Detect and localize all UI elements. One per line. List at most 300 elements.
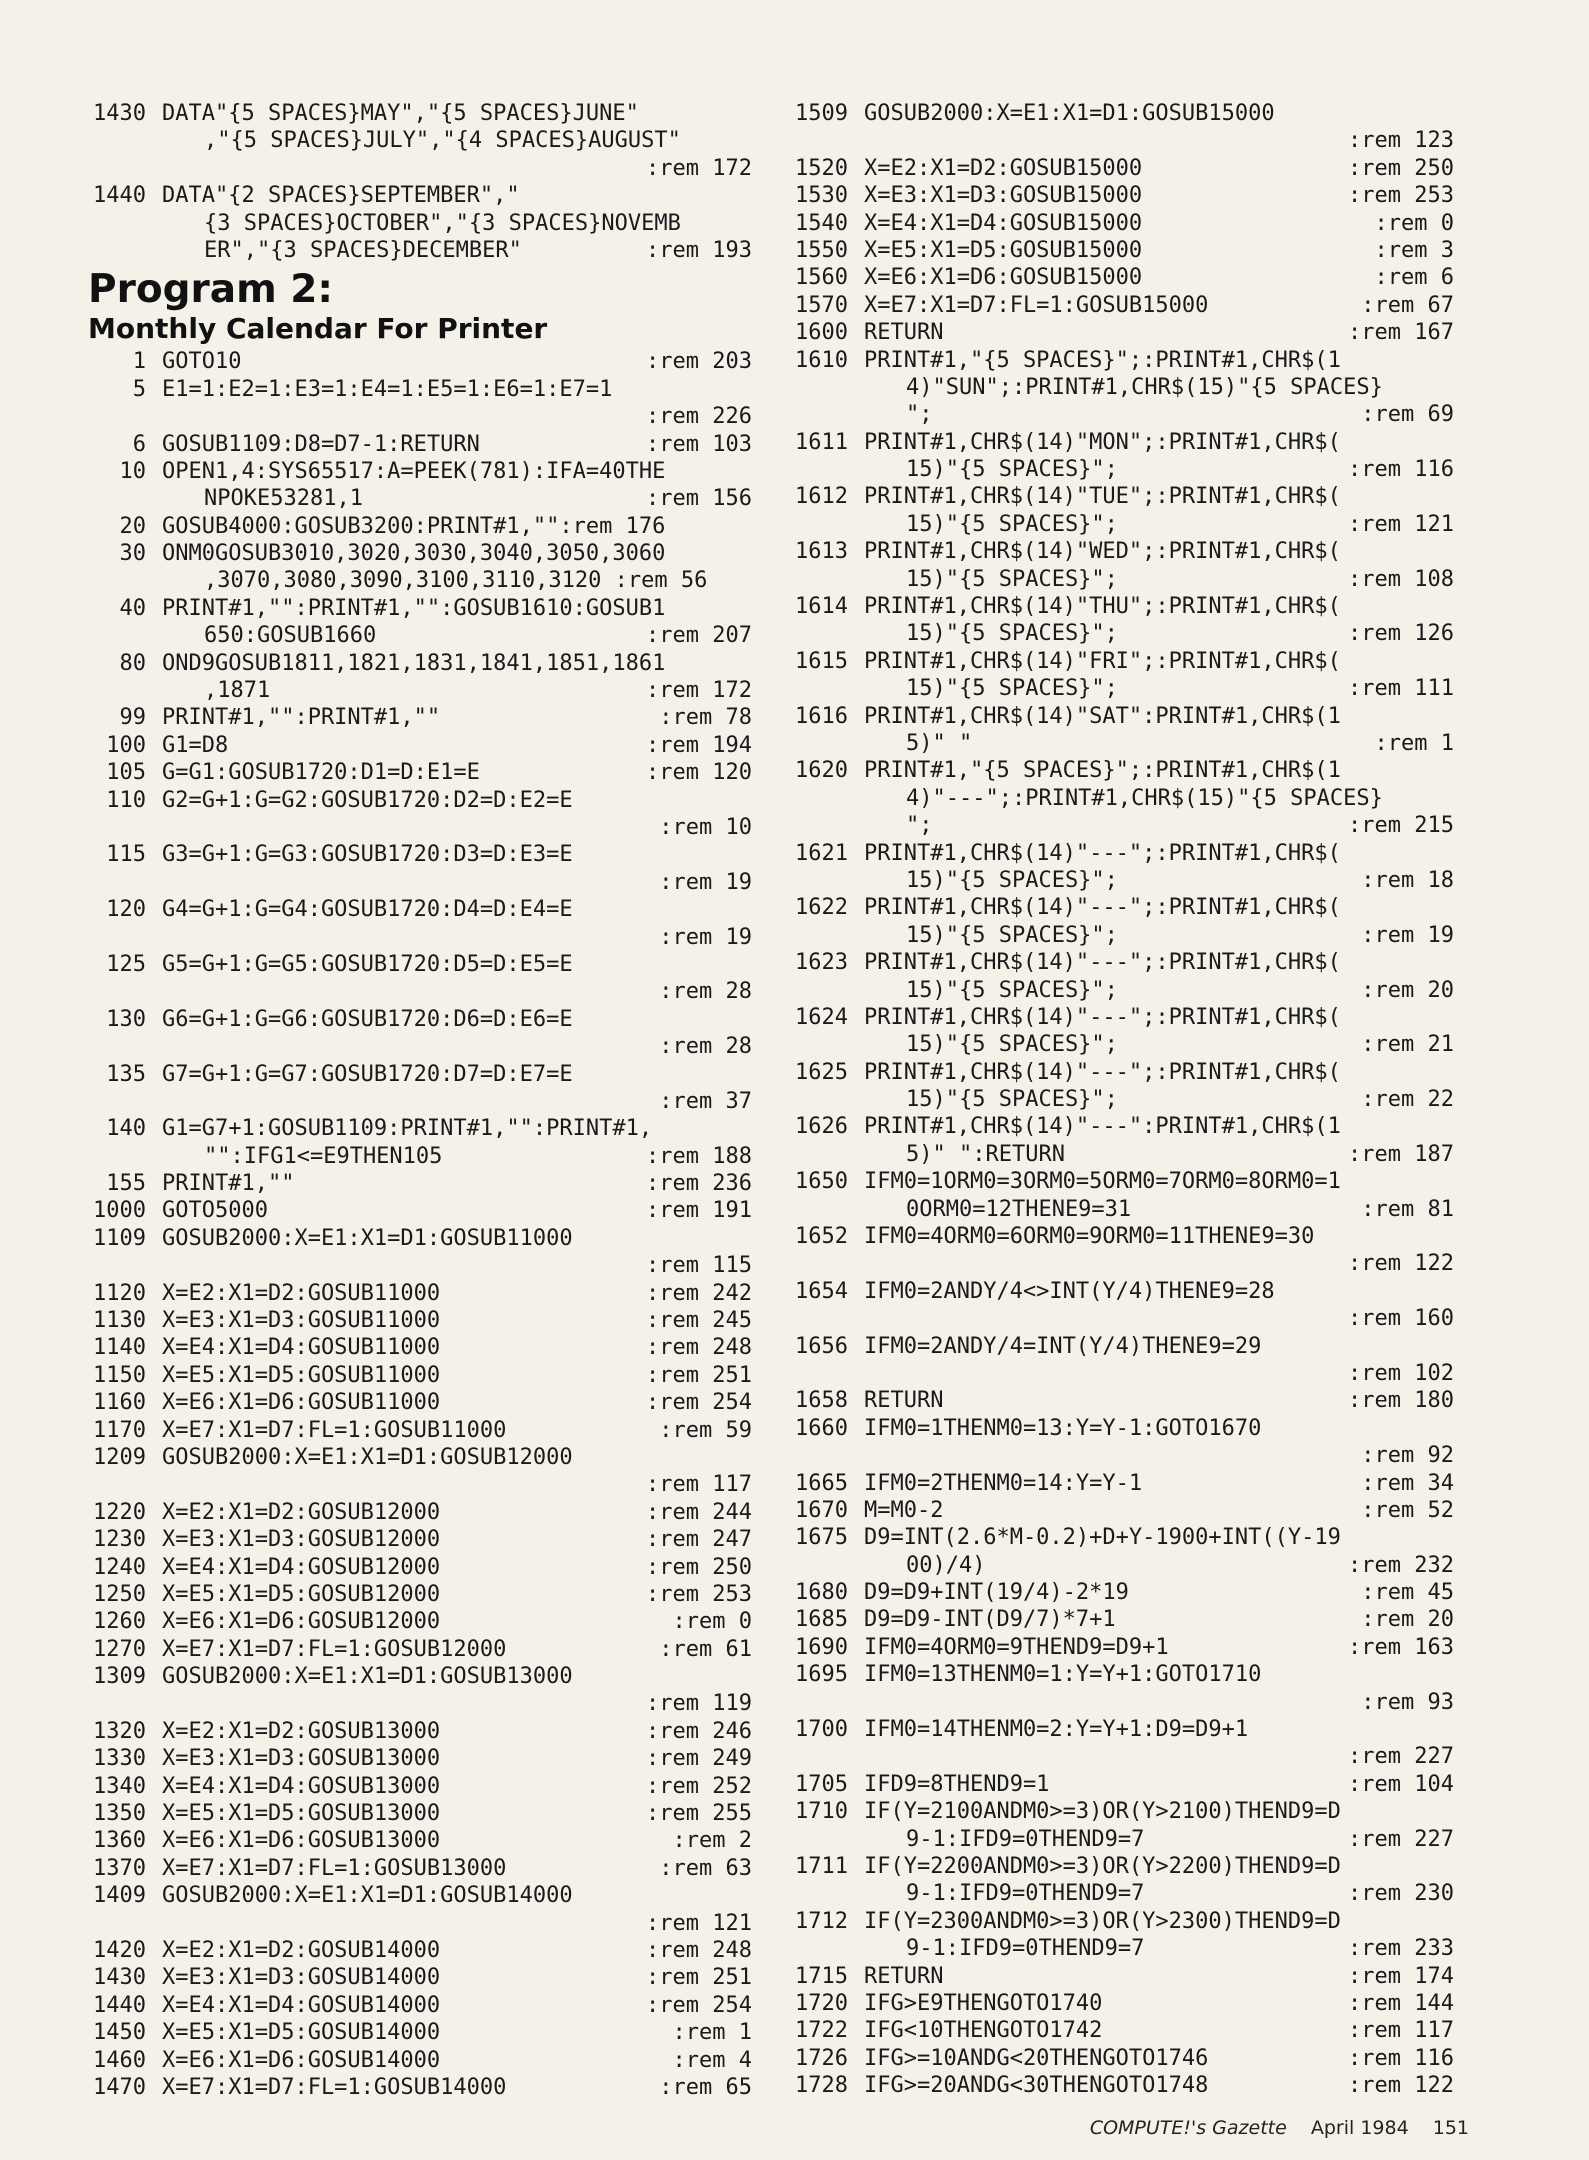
code-text: 9-1:IFD9=0THEND9=7 (906, 1936, 1145, 1962)
program-subtitle: Monthly Calendar For Printer (88, 312, 548, 346)
rem-checksum: :rem 232 (1348, 1552, 1454, 1578)
code-line (784, 100, 1454, 127)
code-text: IFM0=4ORM0=6ORM0=9ORM0=11THENE9=30 (864, 1224, 1315, 1250)
code-text: IFM0=2ANDY/4<>INT(Y/4)THENE9=28 (864, 1278, 1275, 1304)
code-text: X=E3:X1=D3:GOSUB15000 (864, 183, 1143, 209)
code-text: X=E4:X1=D4:GOSUB15000 (864, 210, 1143, 236)
rem-checksum: :rem 242 (646, 1280, 752, 1306)
code-text: ,3070,3080,3090,3100,3110,3120 :rem 56 (204, 568, 708, 594)
rem-checksum: :rem 122 (1348, 2073, 1454, 2099)
rem-checksum: :rem 22 (1361, 1087, 1454, 1113)
code-line (82, 732, 752, 759)
code-line (784, 593, 1454, 620)
line-number: 1621 (795, 840, 848, 866)
code-line (784, 538, 1454, 565)
code-line (784, 867, 1454, 894)
rem-checksum: :rem 215 (1348, 813, 1454, 839)
code-text: GOSUB2000:X=E1:X1=D1:GOSUB13000 (162, 1664, 573, 1690)
rem-checksum: :rem 21 (1361, 1032, 1454, 1058)
code-text: PRINT#1,CHR$(14)"---";:PRINT#1,CHR$( (864, 840, 1341, 866)
line-number: 1695 (795, 1662, 848, 1688)
code-text: IFM0=1THENM0=13:Y=Y-1:GOTO1670 (864, 1415, 1262, 1441)
rem-checksum: :rem 28 (659, 979, 752, 1005)
code-text: ,"{5 SPACES}JULY","{4 SPACES}AUGUST" (204, 128, 681, 154)
code-text: 9-1:IFD9=0THEND9=7 (906, 1826, 1145, 1852)
code-line (82, 1115, 752, 1142)
line-number: 140 (106, 1116, 146, 1142)
code-line (784, 292, 1454, 319)
code-line (82, 595, 752, 622)
code-line (82, 1471, 752, 1498)
code-text: G5=G+1:G=G5:GOSUB1720:D5=D:E5=E (162, 951, 573, 977)
rem-checksum: :rem 255 (646, 1801, 752, 1827)
code-text: RETURN (864, 1963, 944, 1989)
code-text: GOSUB2000:X=E1:X1=D1:GOSUB12000 (162, 1444, 573, 1470)
code-line (784, 1661, 1454, 1688)
code-line (82, 1252, 752, 1279)
code-text: X=E3:X1=D3:GOSUB14000 (162, 1965, 441, 1991)
line-number: 1726 (795, 2045, 848, 2071)
line-number: 1658 (795, 1388, 848, 1414)
code-text: NPOKE53281,1 (204, 486, 363, 512)
code-line (82, 155, 752, 182)
code-text: E1=1:E2=1:E3=1:E4=1:E5=1:E6=1:E7=1 (162, 376, 613, 402)
code-line (82, 1526, 752, 1553)
line-number: 1665 (795, 1470, 848, 1496)
line-number: 1170 (93, 1417, 146, 1443)
line-number: 1722 (795, 2018, 848, 2044)
line-number: 1360 (93, 1828, 146, 1854)
line-number: 1150 (93, 1362, 146, 1388)
rem-checksum: :rem 102 (1348, 1360, 1454, 1386)
code-line (784, 785, 1454, 812)
code-text: IFG>E9THENGOTO1740 (864, 1990, 1103, 2016)
rem-checksum: :rem 248 (646, 1938, 752, 1963)
code-line (784, 1579, 1454, 1606)
code-line (784, 1086, 1454, 1113)
code-text: X=E3:X1=D3:GOSUB12000 (162, 1527, 441, 1553)
code-line (82, 841, 752, 868)
code-line (784, 1004, 1454, 1031)
line-number: 1220 (93, 1499, 146, 1525)
line-number: 1560 (795, 265, 848, 291)
rem-checksum: :rem 227 (1348, 1826, 1454, 1852)
rem-checksum: :rem 121 (1348, 511, 1454, 537)
code-line (82, 2047, 752, 2074)
line-number: 1240 (93, 1554, 146, 1580)
rem-checksum: :rem 2 (672, 1828, 752, 1854)
code-text: 9-1:IFD9=0THEND9=7 (906, 1881, 1145, 1907)
rem-checksum: :rem 65 (659, 2074, 752, 2100)
code-text: IFM0=2THENM0=14:Y=Y-1 (864, 1470, 1143, 1496)
code-line (784, 894, 1454, 921)
rem-checksum: :rem 247 (646, 1527, 752, 1553)
code-line (82, 1143, 752, 1170)
code-line (82, 704, 752, 731)
code-text: IFM0=14THENM0=2:Y=Y+1:D9=D9+1 (864, 1717, 1249, 1743)
code-text: RETURN (864, 320, 944, 346)
code-line (82, 1225, 752, 1252)
rem-checksum: :rem 236 (646, 1171, 752, 1197)
code-line (784, 1470, 1454, 1497)
code-line (784, 1168, 1454, 1195)
rem-checksum: :rem 115 (646, 1253, 752, 1279)
code-line (784, 1524, 1454, 1551)
line-number: 100 (106, 732, 146, 758)
rem-checksum: :rem 252 (646, 1773, 752, 1799)
code-line (784, 1935, 1454, 1962)
line-number: 1120 (93, 1280, 146, 1306)
code-line (82, 1307, 752, 1334)
right-column (784, 100, 1454, 2100)
code-text: X=E7:X1=D7:FL=1:GOSUB12000 (162, 1636, 507, 1662)
line-number: 1309 (93, 1664, 146, 1690)
code-line (82, 1197, 752, 1224)
rem-checksum: :rem 227 (1348, 1744, 1454, 1770)
code-line (784, 1963, 1454, 1990)
code-line (82, 1417, 752, 1444)
rem-checksum: :rem 20 (1361, 977, 1454, 1003)
rem-checksum: :rem 251 (646, 1362, 752, 1388)
code-text: IFG<10THENGOTO1742 (864, 2018, 1103, 2044)
rem-checksum: :rem 172 (646, 155, 752, 181)
code-line (784, 1880, 1454, 1907)
line-number: 1622 (795, 895, 848, 921)
line-number: 1660 (795, 1415, 848, 1441)
code-text: PRINT#1,CHR$(14)"---";:PRINT#1,CHR$( (864, 1059, 1341, 1085)
code-text: 15)"{5 SPACES}"; (906, 922, 1118, 948)
code-line (784, 1278, 1454, 1305)
code-text: G6=G+1:G=G6:GOSUB1720:D6=D:E6=E (162, 1006, 573, 1032)
code-text: X=E2:X1=D2:GOSUB12000 (162, 1499, 441, 1525)
code-text: G7=G+1:G=G7:GOSUB1720:D7=D:E7=E (162, 1061, 573, 1087)
rem-checksum: :rem 254 (646, 1992, 752, 2018)
code-line (784, 648, 1454, 675)
rem-checksum: :rem 4 (672, 2047, 752, 2073)
rem-checksum: :rem 156 (646, 486, 752, 512)
code-text: G1=D8 (162, 732, 229, 758)
code-line (784, 1141, 1454, 1168)
line-number: 1460 (93, 2047, 146, 2073)
code-line (82, 1608, 752, 1635)
code-line (784, 2017, 1454, 2044)
line-number: 1620 (795, 758, 848, 784)
listing-program-2-part-2 (784, 100, 1454, 2100)
line-number: 1711 (795, 1854, 848, 1879)
listing-continued-program-1 (82, 100, 752, 264)
code-text: X=E7:X1=D7:FL=1:GOSUB11000 (162, 1417, 507, 1443)
rem-checksum: :rem 59 (659, 1417, 752, 1443)
code-text: IF(Y=2100ANDM0>=3)OR(Y>2100)THEND9=D (864, 1799, 1341, 1825)
line-number: 1350 (93, 1801, 146, 1827)
code-text: PRINT#1,CHR$(14)"---":PRINT#1,CHR$(1 (864, 1114, 1341, 1140)
code-text: X=E5:X1=D5:GOSUB13000 (162, 1801, 441, 1827)
rem-checksum: :rem 104 (1348, 1771, 1454, 1797)
code-line (82, 869, 752, 896)
code-text: X=E4:X1=D4:GOSUB11000 (162, 1335, 441, 1361)
rem-checksum: :rem 93 (1361, 1689, 1454, 1715)
code-line (82, 182, 752, 209)
code-text: IFM0=1ORM0=3ORM0=5ORM0=7ORM0=8ORM0=1 (864, 1169, 1341, 1195)
code-line (784, 1059, 1454, 1086)
rem-checksum: :rem 174 (1348, 1963, 1454, 1989)
line-number: 1209 (93, 1444, 146, 1470)
code-text: "; (906, 813, 933, 839)
code-text: X=E3:X1=D3:GOSUB11000 (162, 1308, 441, 1334)
line-number: 105 (106, 760, 146, 786)
code-line (82, 1389, 752, 1416)
code-text: X=E3:X1=D3:GOSUB13000 (162, 1746, 441, 1772)
rem-checksum: :rem 108 (1348, 566, 1454, 592)
line-number: 130 (106, 1006, 146, 1032)
code-text: OND9GOSUB1811,1821,1831,1841,1851,1861 (162, 650, 666, 676)
rem-checksum: :rem 121 (646, 1910, 752, 1936)
code-line (82, 951, 752, 978)
code-line (82, 1773, 752, 1800)
code-text: X=E7:X1=D7:FL=1:GOSUB14000 (162, 2074, 507, 2100)
code-line (784, 347, 1454, 374)
code-text: X=E7:X1=D7:FL=1:GOSUB13000 (162, 1855, 507, 1881)
code-line (784, 1387, 1454, 1414)
code-line (784, 1716, 1454, 1743)
code-text: OPEN1,4:SYS65517:A=PEEK(781):IFA=40THE (162, 458, 666, 484)
code-line (82, 1444, 752, 1471)
code-text: 15)"{5 SPACES}"; (906, 977, 1118, 1003)
code-line (82, 787, 752, 814)
code-text: GOSUB4000:GOSUB3200:PRINT#1,"":rem 176 (162, 513, 666, 539)
code-line (784, 210, 1454, 237)
rem-checksum: :rem 253 (1348, 183, 1454, 209)
code-text: 00)/4) (906, 1552, 986, 1578)
code-text: G=G1:GOSUB1720:D1=D:E1=E (162, 760, 480, 786)
code-text: ONM0GOSUB3010,3020,3030,3040,3050,3060 (162, 541, 666, 567)
code-text: PRINT#1,"{5 SPACES}";:PRINT#1,CHR$(1 (864, 758, 1341, 784)
line-number: 1680 (795, 1580, 848, 1606)
code-line (784, 1031, 1454, 1058)
line-number: 1675 (795, 1525, 848, 1551)
code-text: 4)"SUN";:PRINT#1,CHR$(15)"{5 SPACES} (906, 374, 1383, 400)
line-number: 1652 (795, 1224, 848, 1250)
line-number: 1140 (93, 1335, 146, 1361)
code-line (784, 812, 1454, 839)
rem-checksum: :rem 194 (646, 732, 752, 758)
line-number: 1550 (795, 237, 848, 263)
code-text: IF(Y=2200ANDM0>=3)OR(Y>2200)THEND9=D (864, 1854, 1341, 1879)
rem-checksum: :rem 251 (646, 1965, 752, 1991)
rem-checksum: :rem 116 (1348, 2045, 1454, 2071)
line-number: 6 (132, 431, 146, 457)
code-text: D9=D9-INT(D9/7)*7+1 (864, 1607, 1116, 1633)
code-text: ER","{3 SPACES}DECEMBER" (204, 237, 522, 263)
code-line (784, 429, 1454, 456)
rem-checksum: :rem 18 (1361, 867, 1454, 893)
code-text: ,1871 (204, 678, 271, 704)
line-number: 120 (106, 897, 146, 923)
line-number: 1440 (93, 1992, 146, 2018)
line-number: 1270 (93, 1636, 146, 1662)
rem-checksum: :rem 180 (1348, 1388, 1454, 1414)
code-text: 650:GOSUB1660 (204, 623, 377, 649)
code-line (784, 1305, 1454, 1332)
code-line (784, 1415, 1454, 1442)
line-number: 99 (119, 705, 146, 731)
line-number: 1613 (795, 539, 848, 565)
code-line (784, 401, 1454, 428)
rem-checksum: :rem 0 (672, 1609, 752, 1635)
code-line (82, 1937, 752, 1964)
line-number: 1616 (795, 703, 848, 729)
code-line (784, 1853, 1454, 1880)
code-text: "":IFG1<=E9THEN105 (204, 1143, 443, 1169)
code-text: 0ORM0=12THENE9=31 (906, 1196, 1132, 1222)
code-text: X=E6:X1=D6:GOSUB12000 (162, 1609, 441, 1635)
rem-checksum: :rem 188 (646, 1143, 752, 1169)
rem-checksum: :rem 230 (1348, 1881, 1454, 1907)
rem-checksum: :rem 6 (1374, 265, 1454, 291)
line-number: 1109 (93, 1225, 146, 1251)
rem-checksum: :rem 81 (1361, 1196, 1454, 1222)
rem-checksum: :rem 207 (646, 623, 752, 649)
code-line (82, 1006, 752, 1033)
code-line (82, 2019, 752, 2046)
code-text: IFM0=2ANDY/4=INT(Y/4)THENE9=29 (864, 1333, 1262, 1359)
rem-checksum: :rem 34 (1361, 1470, 1454, 1496)
code-line (784, 1908, 1454, 1935)
code-line (784, 1743, 1454, 1770)
code-line (784, 730, 1454, 757)
code-line (784, 319, 1454, 346)
code-line (82, 540, 752, 567)
rem-checksum: :rem 160 (1348, 1306, 1454, 1332)
line-number: 1450 (93, 2020, 146, 2046)
line-number: 1520 (795, 155, 848, 181)
code-line (82, 677, 752, 704)
line-number: 1130 (93, 1308, 146, 1334)
rem-checksum: :rem 28 (659, 1034, 752, 1060)
line-number: 1230 (93, 1527, 146, 1553)
code-line (82, 1745, 752, 1772)
code-text: 5)" ":RETURN (906, 1141, 1065, 1167)
line-number: 1670 (795, 1497, 848, 1523)
code-text: X=E5:X1=D5:GOSUB11000 (162, 1362, 441, 1388)
rem-checksum: :rem 126 (1348, 621, 1454, 647)
code-text: PRINT#1,"":PRINT#1,"":GOSUB1610:GOSUB1 (162, 595, 666, 621)
code-line (82, 1581, 752, 1608)
code-text: 15)"{5 SPACES}"; (906, 676, 1118, 702)
code-line (784, 840, 1454, 867)
rem-checksum: :rem 254 (646, 1390, 752, 1416)
code-text: X=E6:X1=D6:GOSUB13000 (162, 1828, 441, 1854)
rem-checksum: :rem 67 (1361, 292, 1454, 318)
code-text: D9=D9+INT(19/4)-2*19 (864, 1580, 1129, 1606)
code-line (82, 1088, 752, 1115)
code-text: G3=G+1:G=G3:GOSUB1720:D3=D:E3=E (162, 842, 573, 868)
line-number: 1650 (795, 1169, 848, 1195)
code-line (784, 1333, 1454, 1360)
code-text: PRINT#1,CHR$(14)"---";:PRINT#1,CHR$( (864, 950, 1341, 976)
code-line (784, 1689, 1454, 1716)
rem-checksum: :rem 10 (659, 814, 752, 840)
line-number: 80 (119, 650, 146, 676)
code-line (784, 155, 1454, 182)
line-number: 1623 (795, 950, 848, 976)
code-line (82, 1362, 752, 1389)
code-line (784, 1634, 1454, 1661)
code-text: X=E4:X1=D4:GOSUB13000 (162, 1773, 441, 1799)
code-line (82, 1663, 752, 1690)
line-number: 1509 (795, 101, 848, 126)
code-text: PRINT#1,CHR$(14)"---";:PRINT#1,CHR$( (864, 1004, 1341, 1030)
code-text: GOSUB2000:X=E1:X1=D1:GOSUB14000 (162, 1883, 573, 1909)
code-text: IFM0=4ORM0=9THEND9=D9+1 (864, 1634, 1169, 1660)
line-number: 1570 (795, 292, 848, 318)
code-line (784, 1250, 1454, 1277)
code-line (82, 896, 752, 923)
rem-checksum: :rem 37 (659, 1088, 752, 1114)
code-line (82, 1280, 752, 1307)
code-text: X=E2:X1=D2:GOSUB15000 (864, 155, 1143, 181)
line-number: 1610 (795, 347, 848, 373)
code-text: 15)"{5 SPACES}"; (906, 457, 1118, 483)
line-number: 1530 (795, 183, 848, 209)
program-title: Program 2: (88, 267, 334, 313)
rem-checksum: :rem 123 (1348, 128, 1454, 154)
code-line (784, 2045, 1454, 2072)
line-number: 1409 (93, 1883, 146, 1909)
code-line (82, 1800, 752, 1827)
code-line (784, 1223, 1454, 1250)
rem-checksum: :rem 45 (1361, 1580, 1454, 1606)
code-line (784, 1826, 1454, 1853)
code-text: X=E6:X1=D6:GOSUB11000 (162, 1390, 441, 1416)
rem-checksum: :rem 172 (646, 678, 752, 704)
line-number: 1710 (795, 1799, 848, 1825)
code-line (784, 1798, 1454, 1825)
rem-checksum: :rem 226 (646, 404, 752, 430)
code-line (82, 1170, 752, 1197)
line-number: 30 (119, 541, 146, 567)
rem-checksum: :rem 244 (646, 1499, 752, 1525)
rem-checksum: :rem 1 (1374, 730, 1454, 756)
code-text: IFD9=8THEND9=1 (864, 1771, 1050, 1797)
line-number: 1612 (795, 484, 848, 510)
code-text: 15)"{5 SPACES}"; (906, 867, 1118, 893)
line-number: 115 (106, 842, 146, 868)
rem-checksum: :rem 3 (1374, 237, 1454, 263)
code-line (784, 566, 1454, 593)
rem-checksum: :rem 167 (1348, 320, 1454, 346)
line-number: 1685 (795, 1607, 848, 1633)
line-number: 125 (106, 951, 146, 977)
rem-checksum: :rem 0 (1374, 210, 1454, 236)
code-line (82, 650, 752, 677)
code-line (82, 567, 752, 594)
code-text: X=E5:X1=D5:GOSUB14000 (162, 2020, 441, 2046)
code-text: {3 SPACES}OCTOBER","{3 SPACES}NOVEMB (204, 210, 681, 236)
code-line (784, 1990, 1454, 2017)
code-line (82, 1827, 752, 1854)
code-line (784, 483, 1454, 510)
rem-checksum: :rem 253 (646, 1581, 752, 1607)
line-number: 1705 (795, 1771, 848, 1797)
code-text: 15)"{5 SPACES}"; (906, 566, 1118, 592)
code-text: GOSUB1109:D8=D7-1:RETURN (162, 431, 480, 457)
code-line (784, 675, 1454, 702)
code-text: PRINT#1,CHR$(14)"SAT":PRINT#1,CHR$(1 (864, 703, 1341, 729)
code-text: X=E2:X1=D2:GOSUB11000 (162, 1280, 441, 1306)
line-number: 1420 (93, 1938, 146, 1963)
code-text: M=M0-2 (864, 1497, 944, 1523)
